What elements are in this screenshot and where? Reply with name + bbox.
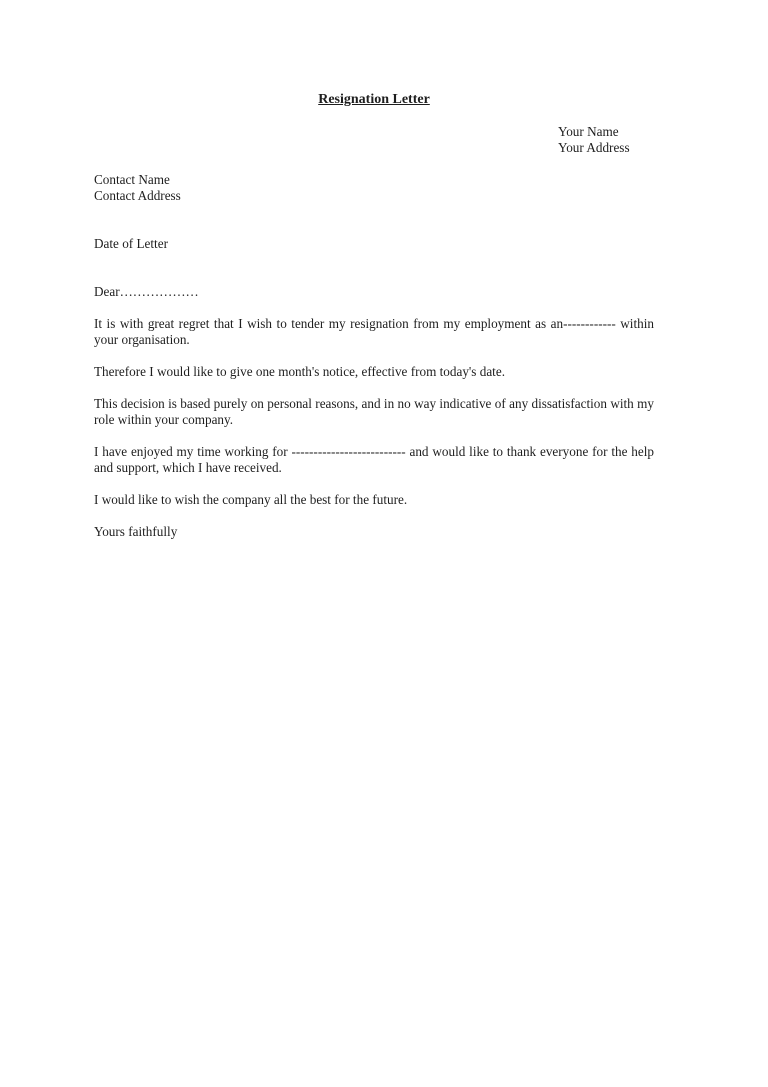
sender-name: Your Name — [558, 124, 619, 139]
sender-block — [558, 124, 654, 156]
recipient-name: Contact Name — [94, 172, 170, 187]
closing-signoff: Yours faithfully — [94, 524, 178, 539]
date-line: Date of Letter — [94, 236, 168, 251]
sender-address: Your Address — [558, 140, 630, 155]
paragraph-personal-reasons: This decision is based purely on personal reasons, and in no way indicative of any dissatisfaction with my role within your company. — [94, 396, 654, 427]
recipient-address: Contact Address — [94, 188, 181, 203]
resignation-letter — [94, 92, 654, 540]
page-title: Resignation Letter — [318, 92, 430, 107]
paragraph-thanks: I have enjoyed my time working for -------------------------- and would like to thank everyone for the help and support, which I have received. — [94, 444, 654, 475]
recipient-block — [94, 172, 654, 204]
salutation: Dear……………… — [94, 284, 199, 299]
paragraph-best-wishes: I would like to wish the company all the best for the future. — [94, 492, 408, 507]
paragraph-notice-period: Therefore I would like to give one month's notice, effective from today's date. — [94, 364, 505, 379]
paragraph-resignation-statement: It is with great regret that I wish to tender my resignation from my employment as an------------ within your organisation. — [94, 316, 654, 347]
